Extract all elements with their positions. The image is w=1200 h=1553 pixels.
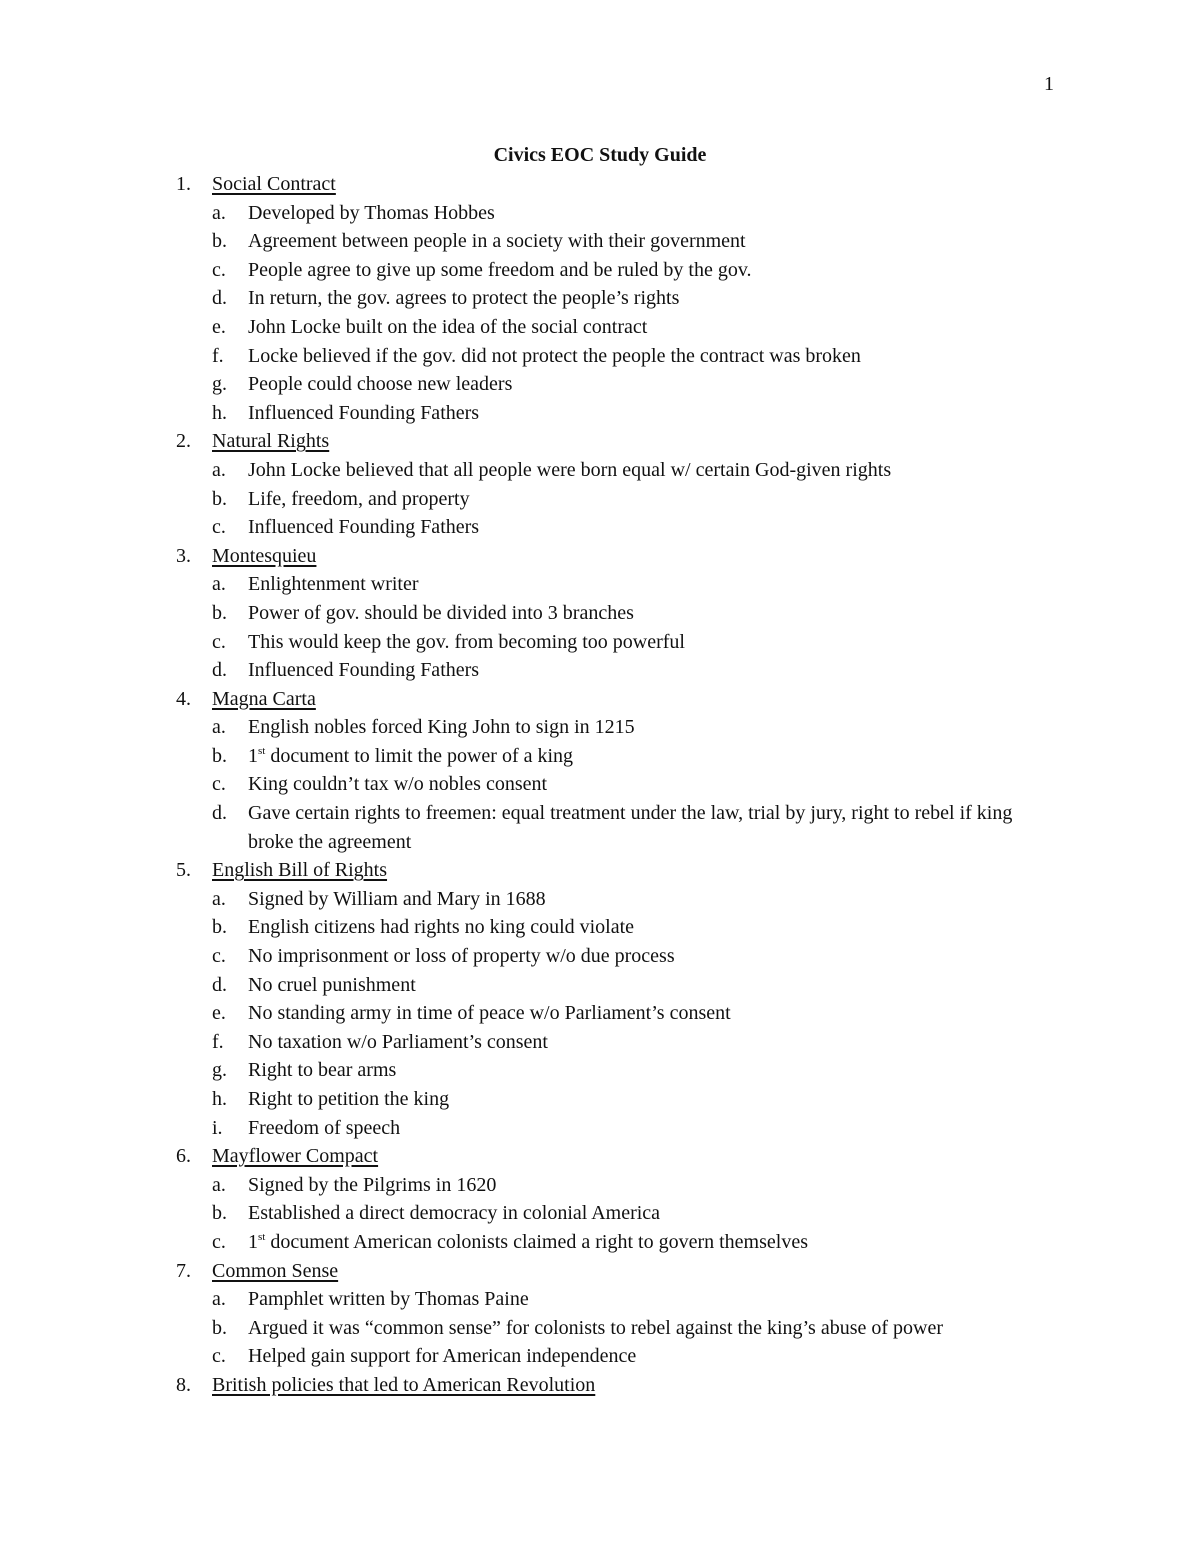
item-text: Right to bear arms	[248, 1059, 397, 1082]
study-guide-outline	[0, 170, 1200, 1400]
item-text: No imprisonment or loss of property w/o due process	[248, 945, 675, 968]
item-letter: a.	[212, 573, 226, 596]
item-letter: e.	[212, 1002, 226, 1025]
item-text: People agree to give up some freedom and be ruled by the gov.	[248, 258, 752, 281]
section-number: 7.	[176, 1259, 191, 1282]
item-letter: c.	[212, 1230, 226, 1253]
list-item	[0, 1114, 1200, 1143]
item-text: Influenced Founding Fathers	[248, 659, 480, 682]
item-letter: c.	[212, 630, 226, 653]
section-title: British policies that led to American Revolution	[212, 1373, 596, 1396]
item-text: Life, freedom, and property	[248, 487, 470, 510]
list-item	[0, 1171, 1200, 1200]
item-text: Locke believed if the gov. did not protect the people the contract was broken	[248, 344, 861, 367]
item-letter: h.	[212, 401, 227, 424]
list-item	[0, 1199, 1200, 1228]
section-heading	[0, 1371, 1200, 1400]
ordinal-suffix: st	[258, 1230, 266, 1243]
item-letter: a.	[212, 887, 226, 910]
list-item	[0, 1028, 1200, 1057]
list-item	[0, 370, 1200, 399]
section-title: Common Sense	[212, 1259, 339, 1282]
item-text: Power of gov. should be divided into 3 branches	[248, 601, 634, 624]
list-item	[0, 313, 1200, 342]
section-heading	[0, 427, 1200, 456]
item-letter: a.	[212, 458, 226, 481]
list-item	[0, 1314, 1200, 1343]
list-item	[0, 742, 1200, 771]
item-letter: g.	[212, 1059, 227, 1082]
item-letter: d.	[212, 802, 227, 825]
section-title: Magna Carta	[212, 687, 316, 710]
section-heading	[0, 170, 1200, 199]
item-letter: b.	[212, 1316, 227, 1339]
item-text: Signed by the Pilgrims in 1620	[248, 1173, 497, 1196]
item-letter: f.	[212, 1030, 224, 1053]
list-item	[0, 199, 1200, 228]
item-letter: b.	[212, 601, 227, 624]
item-letter: c.	[212, 258, 226, 281]
item-letter: c.	[212, 945, 226, 968]
item-letter: a.	[212, 201, 226, 224]
list-item	[0, 1342, 1200, 1371]
item-letter: d.	[212, 659, 227, 682]
item-letter: a.	[212, 716, 226, 739]
item-letter: e.	[212, 315, 226, 338]
section-number: 4.	[176, 687, 191, 710]
item-letter: a.	[212, 1173, 226, 1196]
section-heading	[0, 685, 1200, 714]
item-letter: f.	[212, 344, 224, 367]
section-number: 8.	[176, 1373, 191, 1396]
item-text: Argued it was “common sense” for colonists to rebel against the king’s abuse of power	[248, 1316, 944, 1339]
list-item	[0, 456, 1200, 485]
section-heading	[0, 856, 1200, 885]
item-text: This would keep the gov. from becoming too powerful	[248, 630, 685, 653]
list-item	[0, 628, 1200, 657]
item-letter: b.	[212, 1202, 227, 1225]
item-letter: c.	[212, 773, 226, 796]
list-item	[0, 513, 1200, 542]
item-text: Agreement between people in a society with their government	[248, 230, 746, 253]
list-item	[0, 1228, 1200, 1257]
item-text: People could choose new leaders	[248, 373, 513, 396]
list-item	[0, 656, 1200, 685]
item-text: Influenced Founding Fathers	[248, 516, 480, 539]
section-title: English Bill of Rights	[212, 859, 388, 882]
list-item	[0, 1085, 1200, 1114]
list-item	[0, 570, 1200, 599]
section-heading	[0, 1257, 1200, 1286]
list-item	[0, 284, 1200, 313]
item-text: 1st document to limit the power of a king	[248, 744, 574, 767]
item-letter: h.	[212, 1088, 227, 1110]
item-text: Pamphlet written by Thomas Paine	[248, 1288, 529, 1311]
section-number: 1.	[176, 173, 191, 195]
list-item	[0, 485, 1200, 514]
list-item	[0, 599, 1200, 628]
list-item	[0, 399, 1200, 428]
list-item	[0, 999, 1200, 1028]
section-title: Social Contract	[212, 173, 336, 195]
item-letter: a.	[212, 1288, 226, 1311]
item-text: Helped gain support for American independence	[248, 1345, 637, 1368]
page-number: 1	[1044, 73, 1054, 95]
section-heading	[0, 1142, 1200, 1171]
item-text: Signed by William and Mary in 1688	[248, 887, 546, 910]
item-letter: c.	[212, 1345, 226, 1368]
item-text: Right to petition the king	[248, 1088, 450, 1110]
section-number: 5.	[176, 859, 191, 882]
section-number: 6.	[176, 1145, 191, 1168]
item-text: Influenced Founding Fathers	[248, 401, 480, 424]
item-text: Enlightenment writer	[248, 573, 419, 596]
ordinal-suffix: st	[258, 744, 266, 757]
item-text: Gave certain rights to freemen: equal treatment under the law, trial by jury, right to rebel if king broke the agreement	[248, 802, 1013, 853]
section-heading	[0, 542, 1200, 571]
item-letter: d.	[212, 287, 227, 310]
item-letter: b.	[212, 916, 227, 939]
item-text: Developed by Thomas Hobbes	[248, 201, 495, 224]
item-text: No taxation w/o Parliament’s consent	[248, 1030, 548, 1053]
item-text: No standing army in time of peace w/o Parliament’s consent	[248, 1002, 731, 1025]
list-item	[0, 342, 1200, 371]
item-text: English nobles forced King John to sign in 1215	[248, 716, 635, 739]
list-item	[0, 1285, 1200, 1314]
item-letter: b.	[212, 487, 227, 510]
list-item	[0, 971, 1200, 1000]
list-item	[0, 885, 1200, 914]
item-text: 1st document American colonists claimed a right to govern themselves	[248, 1230, 808, 1253]
item-letter: g.	[212, 373, 227, 396]
section-title: Montesquieu	[212, 544, 317, 567]
item-letter: d.	[212, 973, 227, 996]
list-item	[0, 227, 1200, 256]
list-item	[0, 913, 1200, 942]
item-letter: c.	[212, 516, 226, 539]
item-letter: b.	[212, 744, 227, 767]
section-number: 3.	[176, 544, 191, 567]
item-letter: i.	[212, 1116, 223, 1139]
list-item	[0, 770, 1200, 799]
list-item	[0, 1056, 1200, 1085]
list-item	[0, 256, 1200, 285]
list-item	[0, 713, 1200, 742]
item-text: John Locke built on the idea of the social contract	[248, 315, 648, 338]
item-text: No cruel punishment	[248, 973, 416, 996]
section-title: Natural Rights	[212, 430, 330, 453]
document-title: Civics EOC Study Guide	[493, 144, 707, 166]
item-text: King couldn’t tax w/o nobles consent	[248, 773, 548, 796]
item-text: English citizens had rights no king could violate	[248, 916, 635, 939]
list-item	[0, 799, 1200, 856]
section-number: 2.	[176, 430, 191, 453]
item-text: Established a direct democracy in colonial America	[248, 1202, 661, 1225]
item-text: John Locke believed that all people were born equal w/ certain God-given rights	[248, 458, 892, 481]
item-letter: b.	[212, 230, 227, 253]
item-text: In return, the gov. agrees to protect the people’s rights	[248, 287, 680, 310]
item-text: Freedom of speech	[248, 1116, 401, 1139]
section-title: Mayflower Compact	[212, 1145, 379, 1168]
list-item	[0, 942, 1200, 971]
